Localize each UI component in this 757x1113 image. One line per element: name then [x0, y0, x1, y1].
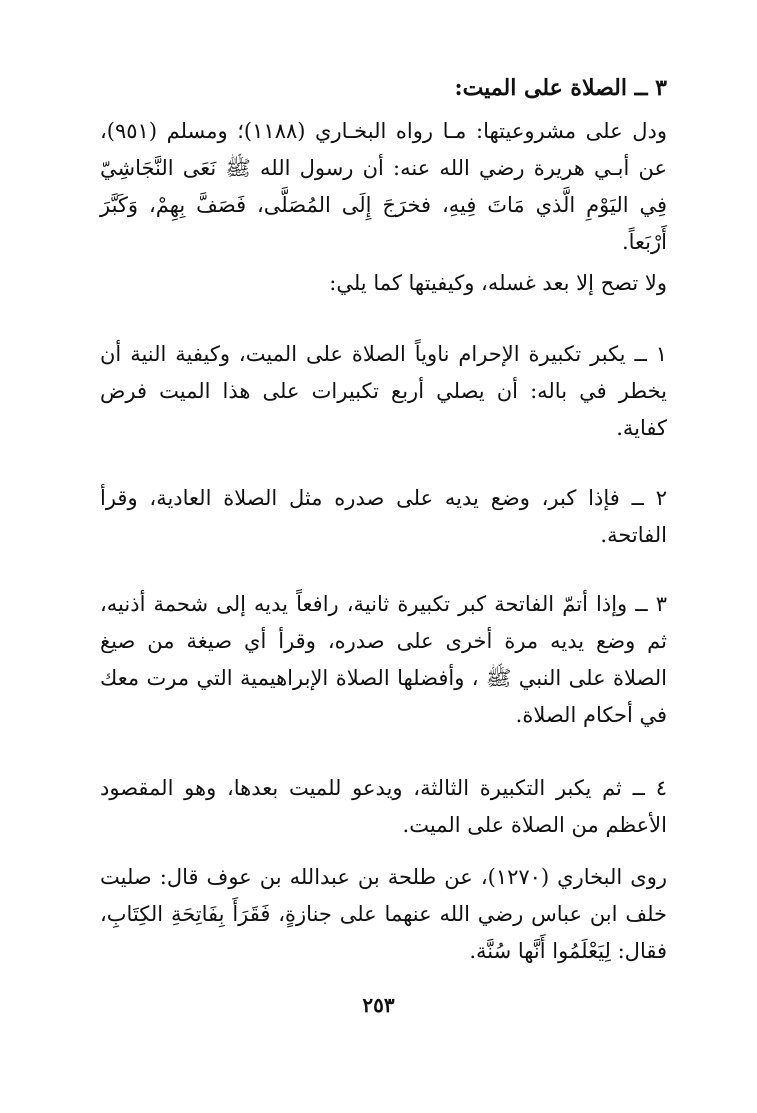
evidence-paragraph: ودل على مشروعيتها: مـا رواه البخـاري (١١٨٨)؛ ومسلم (٩٥١)، عن أبـي هريرة رضي الله عنه: أن رسول الله ﷺ نَعَى النَّجَاشِيّ فِي اليَوْمِ الَّذي مَاتَ فِيهِ، فخرَجَ إِلَى المُصَلَّى، فَصَفَّ بِهِمْ، وَكَبَّرَ أَرْبَعاً.	[100, 119, 667, 254]
step-2-paragraph: ٢ ــ فإذا كبر، وضع يديه على صدره مثل الصلاة العادية، وقرأ الفاتحة.	[100, 486, 667, 547]
step-1-paragraph: ١ ــ يكبر تكبيرة الإحرام ناوياً الصلاة على الميت، وكيفية النية أن يخطر في باله: أن يصلي أربع تكبيرات على هذا الميت فرض كفاية.	[100, 342, 667, 440]
intro-paragraph: ولا تصح إلا بعد غسله، وكيفيتها كما يلي:	[329, 271, 667, 295]
hadith-paragraph: روى البخاري (١٢٧٠)، عن طلحة بن عبدالله بن عوف قال: صليت خلف ابن عباس رضي الله عنهما على جنازةٍ، فَقَرَأَ بِفَاتِحَةِ الكِتَابِ، فقال: لِيَعْلَمُوا أَنَّها سُنَّة.	[100, 865, 667, 963]
section-heading: ٣ ــ الصلاة على الميت:	[454, 75, 667, 101]
page-number: ٢٥٣	[362, 993, 395, 1017]
step-4-paragraph: ٤ ــ ثم يكبر التكبيرة الثالثة، ويدعو للميت بعدها، وهو المقصود الأعظم من الصلاة على الميت.	[100, 776, 667, 837]
step-3-paragraph: ٣ ــ وإذا أتمّ الفاتحة كبر تكبيرة ثانية، رافعاً يديه إلى شحمة أذنيه، ثم وضع يديه مرة أخرى على صدره، وقرأ أي صيغة من صيغ الصلاة على النبي ﷺ ، وأفضلها الصلاة الإبراهيمية التي مرت معك في أحكام الصلاة.	[100, 592, 667, 727]
